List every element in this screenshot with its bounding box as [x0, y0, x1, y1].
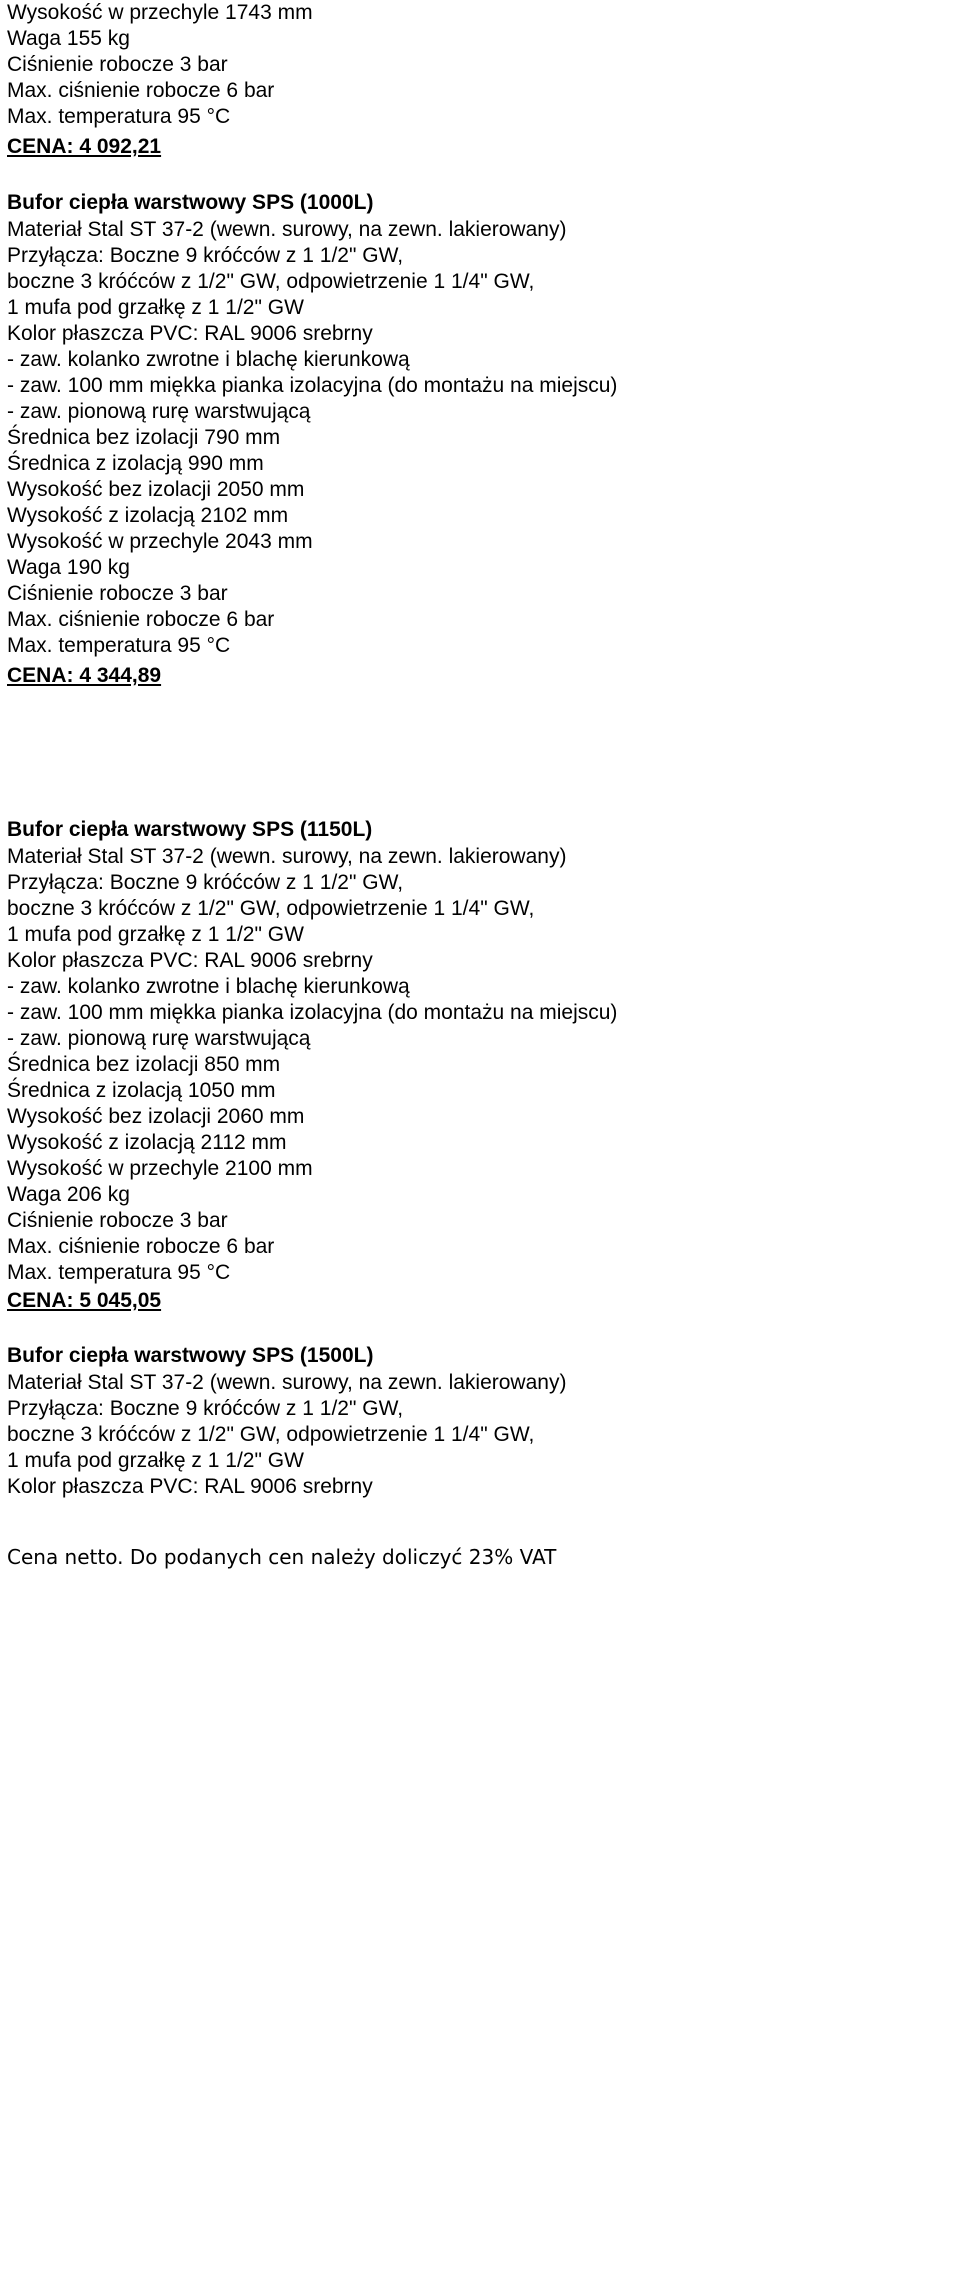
- spec-line: Kolor płaszcza PVC: RAL 9006 srebrny: [7, 1475, 373, 1498]
- spec-line: Max. ciśnienie robocze 6 bar: [7, 608, 275, 631]
- spec-line: Wysokość w przechyle 1743 mm: [7, 1, 313, 24]
- spec-line: Max. temperatura 95 °C: [7, 105, 231, 128]
- spec-line: Średnica bez izolacji 850 mm: [7, 1053, 281, 1076]
- spec-line: 1 mufa pod grzałkę z 1 1/2" GW: [7, 1449, 304, 1472]
- spec-line: Wysokość bez izolacji 2060 mm: [7, 1105, 305, 1128]
- spec-line: Ciśnienie robocze 3 bar: [7, 1209, 228, 1232]
- spec-line: boczne 3 króćców z 1/2" GW, odpowietrzenie 1 1/4" GW,: [7, 1423, 535, 1446]
- spec-line: - zaw. pionową rurę warstwującą: [7, 400, 311, 423]
- spec-line: 1 mufa pod grzałkę z 1 1/2" GW: [7, 923, 304, 946]
- spec-line: Max. ciśnienie robocze 6 bar: [7, 79, 275, 102]
- spec-line: Wysokość z izolacją 2112 mm: [7, 1131, 287, 1154]
- spec-line: Przyłącza: Boczne 9 króćców z 1 1/2" GW,: [7, 871, 404, 894]
- spec-line: Kolor płaszcza PVC: RAL 9006 srebrny: [7, 322, 373, 345]
- spec-line: Waga 206 kg: [7, 1183, 130, 1206]
- spec-line: Przyłącza: Boczne 9 króćców z 1 1/2" GW,: [7, 244, 404, 267]
- spec-line: Wysokość bez izolacji 2050 mm: [7, 478, 305, 501]
- spec-line: Max. temperatura 95 °C: [7, 634, 231, 657]
- spec-line: Max. temperatura 95 °C: [7, 1261, 231, 1284]
- product-title: Bufor ciepła warstwowy SPS (1150L): [7, 818, 373, 841]
- price-label: CENA: 4 344,89: [7, 664, 162, 687]
- price-label: CENA: 5 045,05: [7, 1289, 162, 1312]
- spec-line: Ciśnienie robocze 3 bar: [7, 53, 228, 76]
- spec-line: Średnica z izolacją 1050 mm: [7, 1079, 276, 1102]
- spec-line: Materiał Stal ST 37-2 (wewn. surowy, na zewn. lakierowany): [7, 845, 567, 868]
- spec-line: - zaw. 100 mm miękka pianka izolacyjna (do montażu na miejscu): [7, 1001, 618, 1024]
- spec-line: Wysokość z izolacją 2102 mm: [7, 504, 289, 527]
- spec-line: - zaw. pionową rurę warstwującą: [7, 1027, 311, 1050]
- spec-line: Waga 190 kg: [7, 556, 130, 579]
- price-label: CENA: 4 092,21: [7, 135, 162, 158]
- spec-line: boczne 3 króćców z 1/2" GW, odpowietrzenie 1 1/4" GW,: [7, 270, 535, 293]
- spec-line: Max. ciśnienie robocze 6 bar: [7, 1235, 275, 1258]
- spec-line: Wysokość w przechyle 2043 mm: [7, 530, 313, 553]
- spec-line: Materiał Stal ST 37-2 (wewn. surowy, na zewn. lakierowany): [7, 218, 567, 241]
- product-title: Bufor ciepła warstwowy SPS (1500L): [7, 1344, 374, 1367]
- spec-line: Materiał Stal ST 37-2 (wewn. surowy, na zewn. lakierowany): [7, 1371, 567, 1394]
- spec-line: boczne 3 króćców z 1/2" GW, odpowietrzenie 1 1/4" GW,: [7, 897, 535, 920]
- spec-line: Waga 155 kg: [7, 27, 130, 50]
- spec-line: Przyłącza: Boczne 9 króćców z 1 1/2" GW,: [7, 1397, 404, 1420]
- spec-line: Kolor płaszcza PVC: RAL 9006 srebrny: [7, 949, 373, 972]
- spec-line: - zaw. kolanko zwrotne i blachę kierunkową: [7, 975, 410, 998]
- spec-line: Średnica bez izolacji 790 mm: [7, 426, 281, 449]
- vat-footer-note: Cena netto. Do podanych cen należy doliczyć 23% VAT: [7, 1545, 557, 1569]
- product-title: Bufor ciepła warstwowy SPS (1000L): [7, 191, 374, 214]
- spec-line: Wysokość w przechyle 2100 mm: [7, 1157, 313, 1180]
- spec-line: - zaw. kolanko zwrotne i blachę kierunkową: [7, 348, 410, 371]
- spec-line: Ciśnienie robocze 3 bar: [7, 582, 228, 605]
- spec-line: - zaw. 100 mm miękka pianka izolacyjna (do montażu na miejscu): [7, 374, 618, 397]
- spec-line: Średnica z izolacją 990 mm: [7, 452, 264, 475]
- spec-line: 1 mufa pod grzałkę z 1 1/2" GW: [7, 296, 304, 319]
